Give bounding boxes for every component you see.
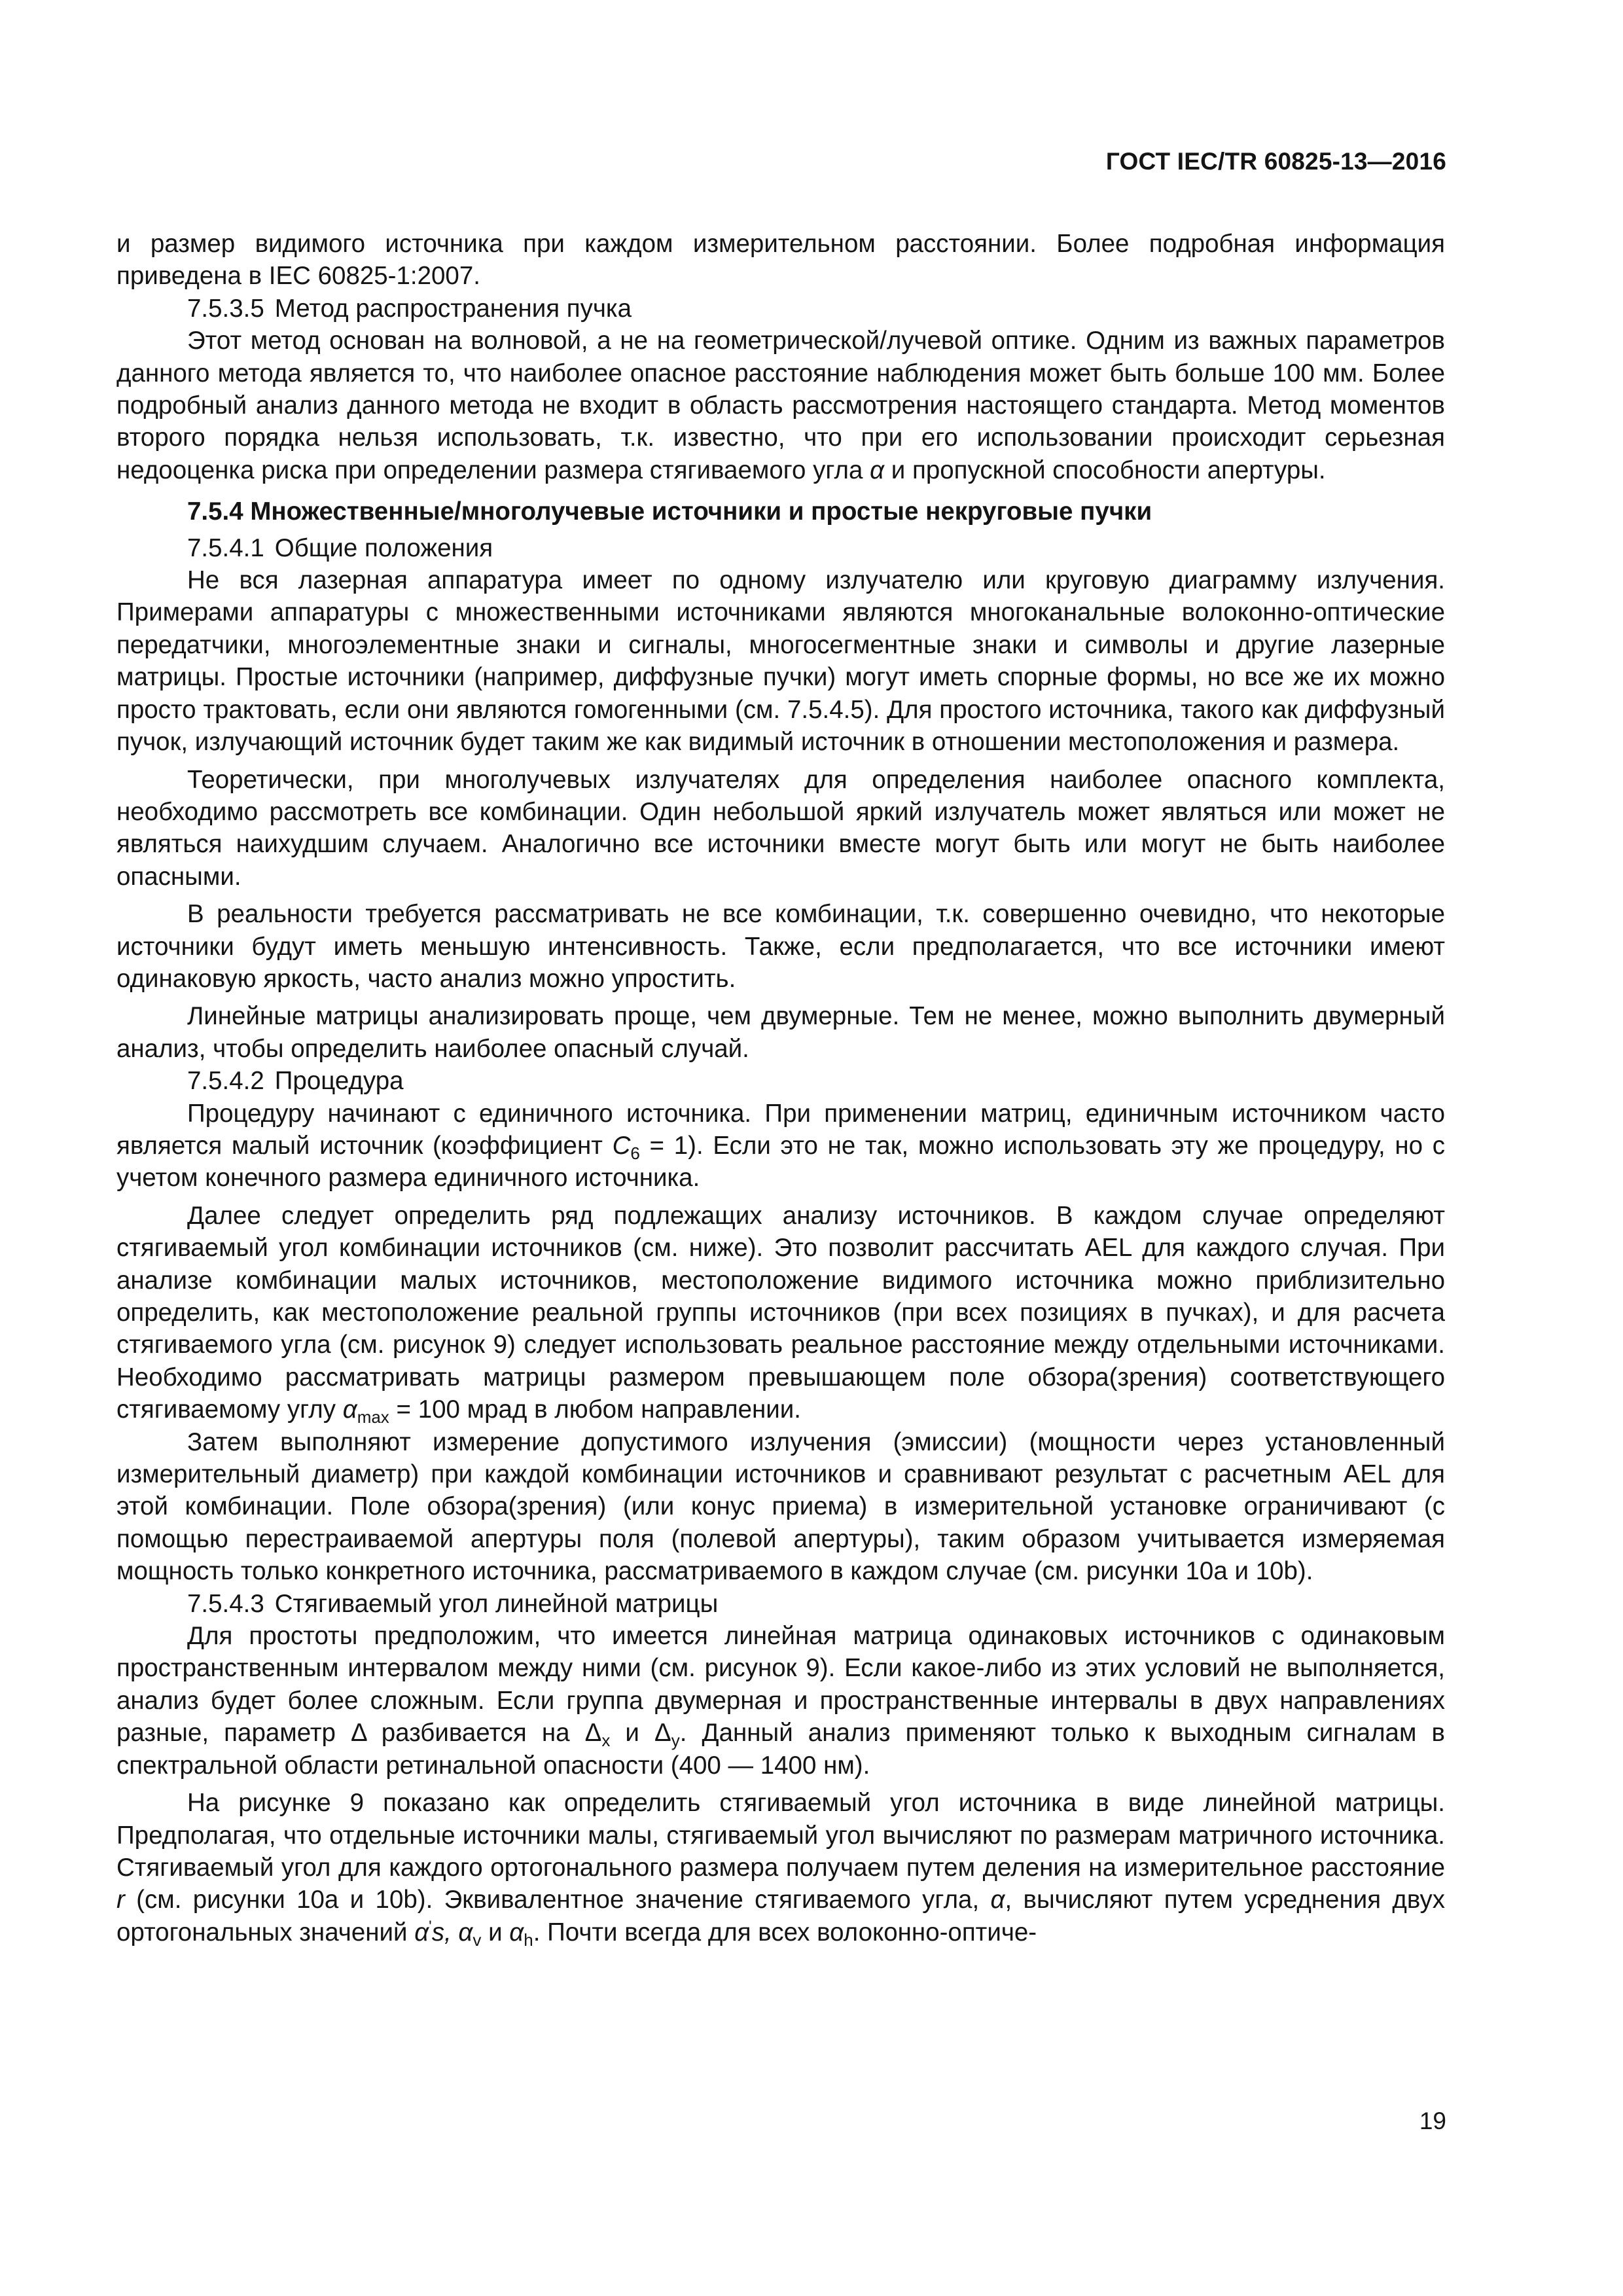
paragraph: Для простоты предположим, что имеется линейная матрица одинаковых источников с одинаковым пространственным интервалом между ними (см. рисунок 9). Если какое-либо из этих условий не выполняется, анализ будет более сложным. Если группа двумерная и пространственные интервалы в двух направлениях разные, параметр Δ разбивается на $\Delta_x$ и $\Delta_y$. Данный анализ применяют только к выходным сигналам в спектральной области ретинальной опасности (400 — 1400 нм). xyxy=(116,1622,1445,1780)
subsection-7-5-3-5 xyxy=(116,293,1445,325)
paragraph: В реальности требуется рассматривать не все комбинации, т.к. совершенно очевидно, что некоторые источники будут иметь меньшую интенсивность. Также, если предполагается, что все источники имеют одинаковую яркость, часто анализ можно упростить. xyxy=(116,900,1445,993)
alpha-symbol: α xyxy=(870,456,885,484)
page-number: 19 xyxy=(1419,2108,1446,2134)
alpha-s-symbol: α xyxy=(414,1918,429,1946)
paragraph: На рисунке 9 показано как определить стягиваемый угол источника в виде линейной матрицы. Предполагая, что отдельные источники малы, стягиваемый угол вычисляют по размерам матричного источника. Стягиваемый угол для каждого ортогонального размера получаем путем деления на измерительное расстояние r (см. рисунки 10a и 10b). Эквивалентное значение стягиваемого угла, α, вычисляют путем усреднения двух ортогональных значений α's, $\alpha_v$ и $\alpha_h$. Почти всегда для всех волоконно-оптиче- xyxy=(116,1789,1445,1950)
paragraph: Линейные матрицы анализировать проще, чем двумерные. Тем не менее, можно выполнить двумерный анализ, чтобы определить наиболее опасный случай. xyxy=(116,1002,1445,1063)
delta-x-symbol: Δ xyxy=(584,1719,602,1748)
section-number: 7.5.4.2 xyxy=(187,1067,264,1096)
section-heading-7-5-4: 7.5.4 Множественные/многолучевые источники и простые некруговые пучки xyxy=(187,497,1152,526)
body-text xyxy=(116,228,1445,1948)
paragraph: Далее следует определить ряд подлежащих анализу источников. В каждом случае определяют стягиваемый угол комбинации источников (см. ниже). Это позволит рассчитать AEL для каждого случая. При анализе комбинации малых источников, местоположение видимого источника можно приблизительно определить, как местоположение реальной группы источников (при всех позициях в пучках), и для расчета стягиваемого угла (см. рисунок 9) следует использовать реальное расстояние между отдельными источниками. Необходимо рассматривать матрицы размером превышающем поле обзора(зрения) соответствующего стягиваемому углу $\alpha_{max} = 100$ мрад в любом направлении. xyxy=(116,1201,1445,1427)
r-symbol: r xyxy=(116,1886,125,1914)
alpha-h-symbol: α xyxy=(509,1918,524,1946)
section-number: 7.5.4.1 xyxy=(187,533,264,562)
section-title: Метод распространения пучка xyxy=(274,294,632,323)
paragraph: Не вся лазерная аппаратура имеет по одному излучателю или круговую диаграмму излучения. Примерами аппаратуры с множественными источниками являются многоканальные волоконно-оптические передатчики, многоэлементные знаки и сигналы, многосегментные знаки и символы и другие лазерные матрицы. Простые источники (например, диффузные пучки) могут иметь спорные формы, но все же их можно просто трактовать, если они являются гомогенными (см. 7.5.4.5). Для простого источника, такого как диффузный пучок, излучающий источник будет таким же как видимый источник в отношении местоположения и размера. xyxy=(116,566,1445,757)
paragraph: Затем выполняют измерение допустимого излучения (эмиссии) (мощности через установленный измерительный диаметр) при каждой комбинации источников и сравнивают результат с расчетным AEL для этой комбинации. Поле обзора(зрения) (или конус приема) в измерительной установке ограничивают (с помощью перестраиваемой апертуры поля (полевой апертуры), таким образом учитывается измеряемая мощность только конкретного источника, рассматриваемого в каждом случае (см. рисунки 10a и 10b). xyxy=(116,1427,1445,1586)
subsection-7-5-4-2 xyxy=(116,1065,1445,1097)
alpha-v-symbol: α xyxy=(458,1918,473,1946)
section-title: Процедура xyxy=(274,1067,404,1096)
paragraph: Этот метод основан на волновой, а не на геометрической/лучевой оптике. Одним из важных параметров данного метода является то, что наиболее опасное расстояние наблюдения может быть больше 100 мм. Более подробный анализ данного метода не входит в область рассмотрения настоящего стандарта. Метод моментов второго порядка нельзя использовать, т.к. известно, что при его использовании происходит серьезная недооценка риска при определении размера стягиваемого угла α и пропускной способности апертуры. xyxy=(116,327,1445,484)
paragraph: и размер видимого источника при каждом измерительном расстоянии. Более подробная информация приведена в IEC 60825-1:2007. xyxy=(116,230,1445,291)
paragraph: Теоретически, при многолучевых излучателях для определения наиболее опасного комплекта, необходимо рассмотреть все комбинации. Один небольшой яркий излучатель может являться или может не являться наихудшим случаем. Аналогично все источники вместе могут быть или могут не быть наиболее опасными. xyxy=(116,765,1445,891)
delta-y-symbol: Δ xyxy=(654,1719,671,1748)
section-title: Стягиваемый угол линейной матрицы xyxy=(274,1589,719,1618)
alpha-symbol: α xyxy=(990,1886,1005,1914)
c6-symbol: C xyxy=(612,1131,631,1160)
section-number: 7.5.4.3 xyxy=(187,1589,264,1618)
subsection-7-5-4-1 xyxy=(116,532,1445,564)
section-number: 7.5.3.5 xyxy=(187,294,264,323)
paragraph: Процедуру начинают с единичного источника. При применении матриц, единичным источником часто является малый источник (коэффициент $C_6 = 1$). Если это не так, можно использовать эту же процедуру, но с учетом конечного размера единичного источника. xyxy=(116,1099,1445,1193)
standard-id: ГОСТ IEC/TR 60825-13—2016 xyxy=(1105,148,1446,175)
section-title: Общие положения xyxy=(274,533,493,562)
subsection-7-5-4-3 xyxy=(116,1588,1445,1620)
alpha-max-symbol: α xyxy=(342,1395,357,1424)
page-header xyxy=(1106,148,1446,175)
